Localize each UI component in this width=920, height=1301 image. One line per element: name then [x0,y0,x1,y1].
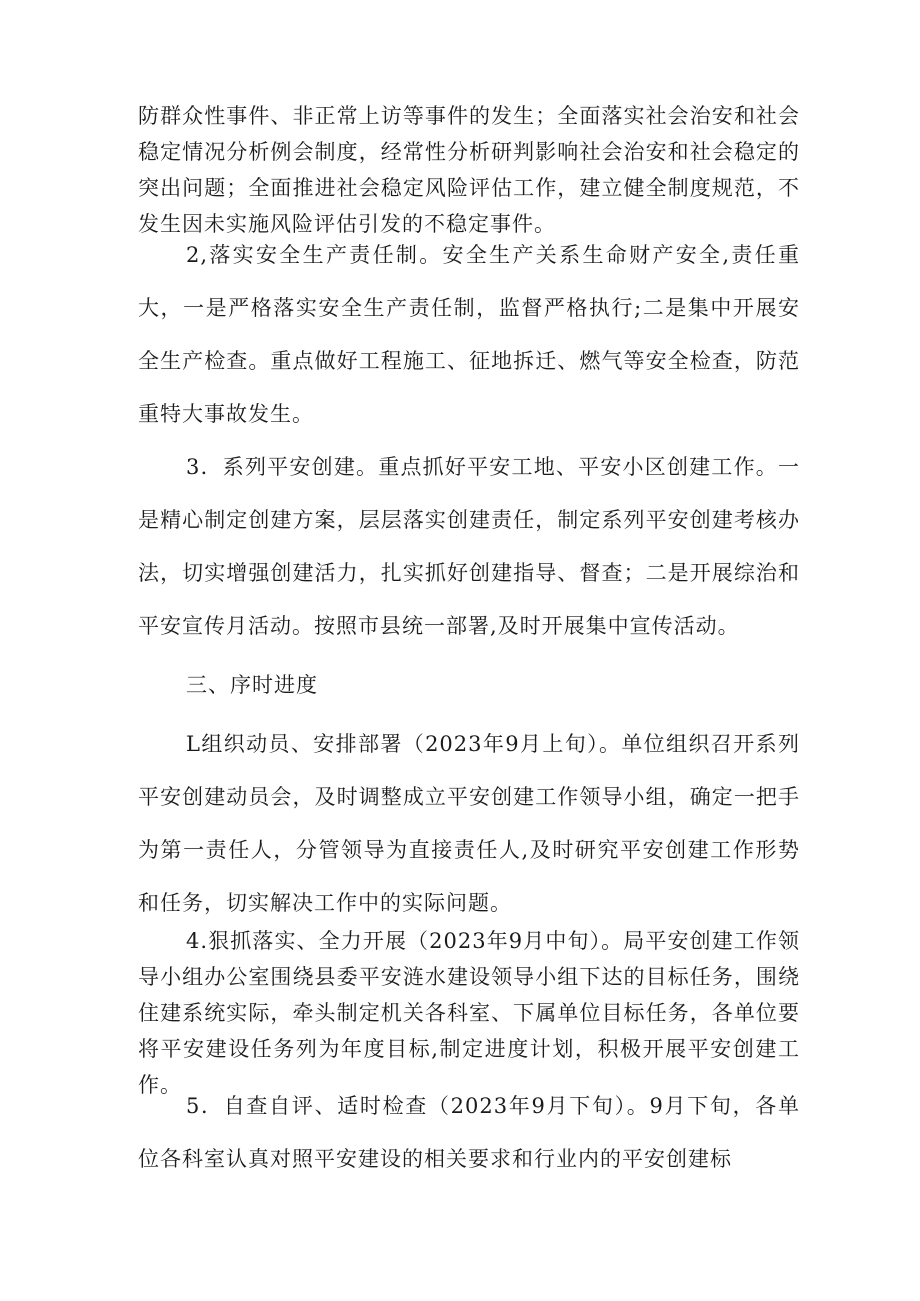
section-heading-schedule: 三、序时进度 [186,673,318,697]
paragraph-implementation: 4.狠抓落实、全力开展（2023年9月中旬）。局平安创建工作领导小组办公室围绕县委平安涟水建设领导小组下达的目标任务，围绕住建系统实际，牵头制定机关各科室、下属单位目标任务，各单位要将平安建设任务列为年度目标,制定进度计划，积极开展平安创建工作。 [138,929,800,1097]
paragraph-social-stability: 防群众性事件、非正常上访等事件的发生；全面落实社会治安和社会稳定情况分析例会制度，经常性分析研判影响社会治安和社会稳定的突出问题；全面推进社会稳定风险评估工作，建立健全制度规范，不发生因未实施风险评估引发的不稳定事件。 [138,104,800,236]
paragraph-self-inspection: 5．自查自评、适时检查（2023年9月下旬）。9月下旬，各单位各科室认真对照平安建设的相关要求和行业内的平安创建标 [138,1094,800,1171]
paragraph-mobilization: L组织动员、安排部署（2023年9月上旬）。单位组织召开系列平安创建动员会，及时调整成立平安创建工作领导小组，确定一把手为第一责任人，分管领导为直接责任人,及时研究平安创建工作形势和任务，切实解决工作中的实际问题。 [138,732,800,915]
paragraph-safe-creation: 3．系列平安创建。重点抓好平安工地、平安小区创建工作。一是精心制定创建方案，层层落实创建责任，制定系列平安创建考核办法，切实增强创建活力，扎实抓好创建指导、督查；二是开展综治和平安宣传月活动。按照市县统一部署,及时开展集中宣传活动。 [138,455,800,638]
paragraph-safety-responsibility: 2,落实安全生产责任制。安全生产关系生命财产安全,责任重大，一是严格落实安全生产责任制，监督严格执行;二是集中开展安全生产检查。重点做好工程施工、征地拆迁、燃气等安全检查，防范重特大事故发生。 [138,243,800,426]
